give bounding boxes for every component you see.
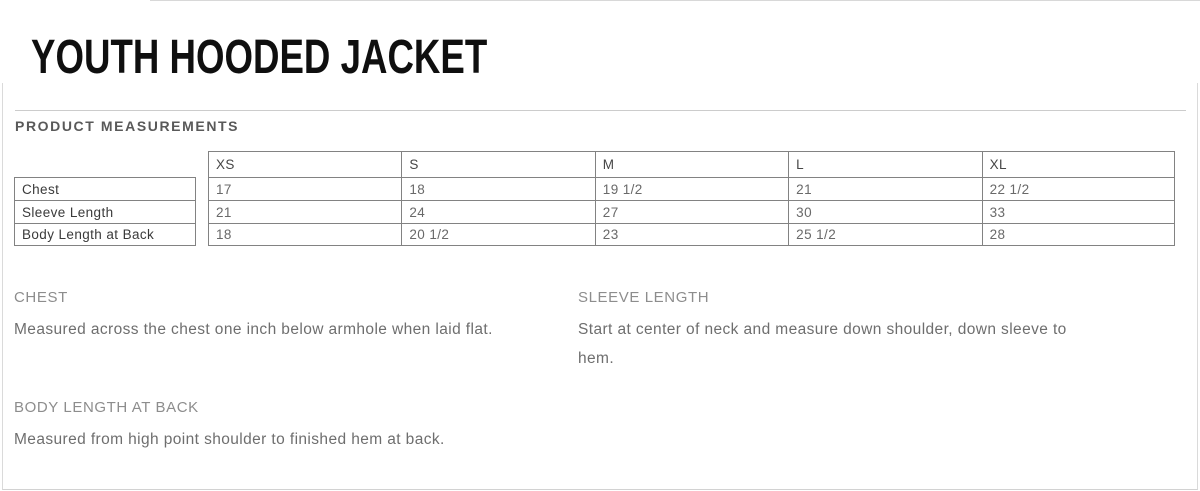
size-column-header: XS [208, 151, 401, 177]
measurement-value: 20 1/2 [401, 223, 594, 246]
measurement-value: 18 [208, 223, 401, 246]
row-label: Body Length at Back [14, 223, 196, 246]
measurement-value: 27 [595, 200, 788, 223]
size-column-header: L [788, 151, 981, 177]
measurement-value: 23 [595, 223, 788, 246]
definition-term: SLEEVE LENGTH [578, 289, 710, 306]
measurement-value: 17 [208, 177, 401, 200]
definition-body-length-at-back [14, 398, 559, 454]
measurement-value: 22 1/2 [982, 177, 1175, 200]
row-label: Chest [14, 177, 196, 200]
size-chart-table [14, 151, 1175, 246]
section-heading: PRODUCT MEASUREMENTS [15, 118, 240, 134]
table-corner-cell [14, 151, 196, 177]
table-column-spacer [196, 200, 208, 223]
measurement-value: 21 [208, 200, 401, 223]
measurement-value: 18 [401, 177, 594, 200]
definition-term: CHEST [14, 289, 68, 306]
row-label: Sleeve Length [14, 200, 196, 223]
measurement-value: 21 [788, 177, 981, 200]
definition-description: Start at center of neck and measure down shoulder, down sleeve to hem. [578, 321, 1067, 367]
definition-sleeve-length [578, 288, 1098, 373]
measurement-value: 25 1/2 [788, 223, 981, 246]
measurement-value: 19 1/2 [595, 177, 788, 200]
definition-chest [14, 288, 559, 344]
size-column-header: M [595, 151, 788, 177]
table-column-spacer [196, 177, 208, 200]
table-column-spacer [196, 151, 208, 177]
table-column-spacer [196, 223, 208, 246]
definition-term: BODY LENGTH AT BACK [14, 399, 199, 416]
measurement-value: 30 [788, 200, 981, 223]
size-column-header: S [401, 151, 594, 177]
size-column-header: XL [982, 151, 1175, 177]
definition-description: Measured from high point shoulder to finished hem at back. [14, 431, 445, 448]
measurement-value: 28 [982, 223, 1175, 246]
measurement-value: 24 [401, 200, 594, 223]
section-divider-line [15, 110, 1186, 111]
page-title: YOUTH HOODED JACKET [31, 29, 488, 84]
definition-description: Measured across the chest one inch below armhole when laid flat. [14, 321, 493, 338]
measurement-value: 33 [982, 200, 1175, 223]
window-top-edge [150, 0, 1200, 1]
